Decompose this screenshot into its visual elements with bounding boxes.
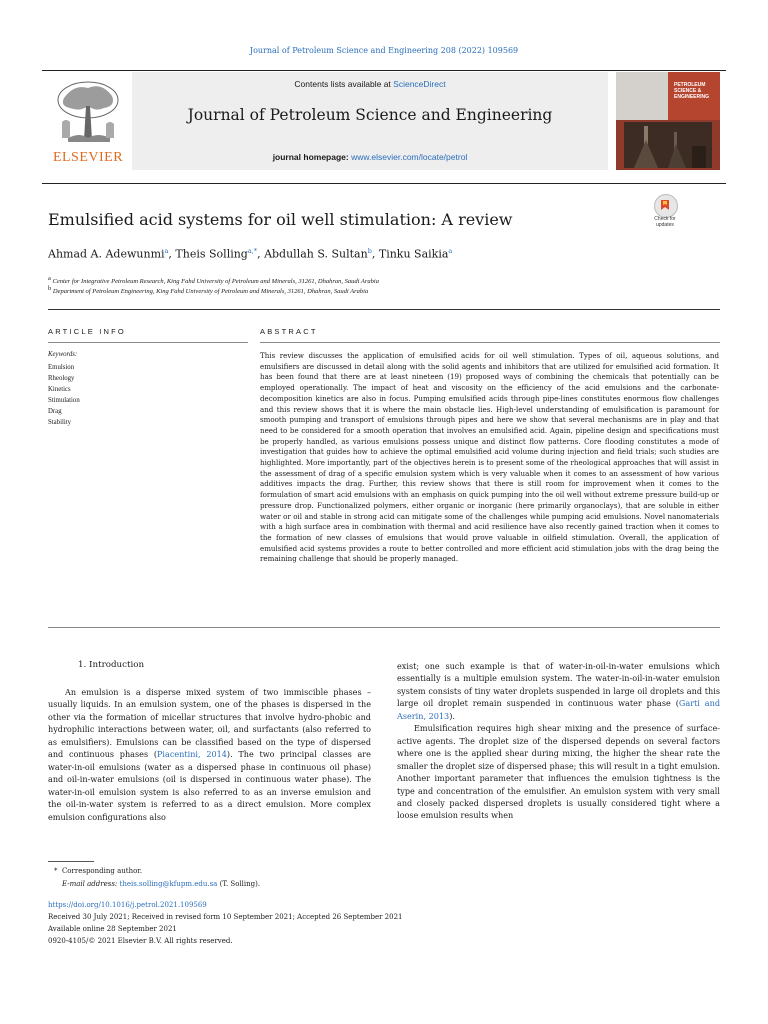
contents-availability-line <box>132 79 608 89</box>
keyword: Drag <box>48 408 62 415</box>
cover-title: PETROLEUM SCIENCE & ENGINEERING <box>674 82 710 100</box>
check-for-updates-badge[interactable] <box>646 194 684 234</box>
corresponding-author-note <box>54 866 142 877</box>
abstract-text: This review discusses the application of emulsified acids for oil well stimulation. Types of oil, aqueous solutions, and emulsifiers are discussed in detail along with the solid agents and inhibitors that are utilized for emulsified acid formation. It has been found that there are at least nineteen (19) proposed ways of combining the chemicals that potentially can be employed operationally. The impact of heat and viscosity on the efficiency of the acid emulsions and the carbonate-decomposition kinetics are also in focus. Pumping emulsified acids through pipe-lines constitutes enormous flow challenges and this review shows that it is where the main obstacle lies. High-level understanding of emulsification is paramount for smooth pumping and transport of emulsions through pipes and here we show that several mechanisms are in play and that need to be considered for a smooth operation that involves an emulsified acid. Again, pipeline design and specifications must be properly handled, as various emulsions possess unique and distinct flow patterns. Core flooding constitutes a mode of investigation that guides how to achieve the optimal emulsified acid volume during injection and field trials; such studies are highlighted. More importantly, part of the objectives herein is to present some of the rheological approaches that will assist in the assessment of drag of a specific emulsion system which is very valuable when it comes to an assessment of how various additives impacts the drag. Further, this review shows that there is still room for improvement when it comes to the formulation of smart acid emulsions with an emphasis on quick pumping into the oil well without extreme pressure build-up or pressure drop. Functionalized polymers, either organic or inorganic (here primarily organoclays), that are soluble in either water or oil and stable in strong acid can mitigate some of the challenges while pumping acid emulsions. Novel nanomaterials with a high surface area in combination with thermal and acid resilience have also recently gained traction when it comes to the formation of new classes of emulsions that would prove valuable in oilfield stimulation. Overall, the application of emulsified acid systems provides a route to better controlled and more efficient acid stimulation jobs with the drag being the remaining challenge that should be properly managed. <box>260 351 719 564</box>
author-affiliation-mark[interactable]: b <box>367 247 372 255</box>
divider <box>260 342 720 343</box>
body-paragraph <box>48 686 371 823</box>
citation-link[interactable]: Piacentini, 2014 <box>156 749 227 760</box>
received-dates: Received 30 July 2021; Received in revised form 10 September 2021; Accepted 26 September 2021 <box>48 913 403 921</box>
keyword-list <box>48 362 80 428</box>
body-paragraph <box>397 660 720 722</box>
paragraph-text: An emulsion is a disperse mixed system of two immiscible phases – usually liquids. In an emulsion system, one of the phases is dispersed in the other via the formation of micellar structures that involve hydro-phobic and hydrophilic interactions between water, oil, and surfactants (also referred to as emulsifiers). Emulsions can be classified based on the type of dispersed and continuous phases ( <box>48 687 371 760</box>
check-updates-icon <box>654 194 678 218</box>
keyword: Stimulation <box>48 397 80 404</box>
paragraph-text: ). The two principal classes are water-in-oil emulsions (water as a dispersed phase in continuous oil phase) and oil-in-water emulsions (oil is dispersed in continuous water phase). The water-in-oil emulsion system is also referred to as an inverse emulsion and the oil-in-water system is referred to as a direct emulsion. More complex emulsion configurations also <box>48 749 371 822</box>
author-affiliation-mark[interactable]: a <box>448 247 453 255</box>
elsevier-wordmark: ELSEVIER <box>52 150 124 165</box>
affiliation <box>48 275 379 285</box>
affiliation-mark: a <box>48 275 51 282</box>
email-link[interactable]: theis.solling@kfupm.edu.sa <box>119 880 218 888</box>
body-column-right <box>397 660 720 822</box>
keyword: Kinetics <box>48 386 71 393</box>
body-paragraph: Emulsification requires high shear mixing and the presence of surface-active agents. The droplet size of the dispersed depends on several factors where one is the applied shear during mixing, the higher the shear rate the smaller the droplet size of dispersed phase; this will result in a tight emulsion. Another important parameter that influences the emulsion tightness is the type and concentration of the emulsifier. An emulsion system with very small and closely packed dispersed droplets is usually considered tight where a loose emulsion results when <box>397 723 720 821</box>
keywords-label: Keywords: <box>48 351 78 358</box>
divider <box>48 342 248 343</box>
footnote-divider <box>48 861 94 862</box>
body-column-left <box>48 686 371 823</box>
keyword: Stability <box>48 419 72 426</box>
divider <box>48 627 720 628</box>
available-online-date: Available online 28 September 2021 <box>48 925 177 933</box>
journal-homepage-line <box>132 152 608 162</box>
author-list: Ahmad A. Adewunmi$^a$, Theis Solling$^{a,*}$, Abdullah S. Sultan$^b$, Tinku Saikia$^a$ <box>48 247 453 261</box>
email-suffix: (T. Solling). <box>217 880 261 888</box>
author-affiliation-mark[interactable]: a <box>164 247 169 255</box>
cover-image <box>624 122 712 168</box>
check-updates-label: Check for updates <box>654 216 676 228</box>
email-label: E-mail address: <box>62 880 120 888</box>
journal-citation-link[interactable]: Journal of Petroleum Science and Engineering 208 (2022) 109569 <box>249 46 519 55</box>
affiliation-text: Center for Integrative Petroleum Research, King Fahd University of Petroleum and Minerals, 31261, Dhahran, Saudi Arabia <box>52 278 379 286</box>
keyword: Emulsion <box>48 364 75 371</box>
journal-cover-thumbnail[interactable] <box>616 72 720 170</box>
abstract-heading: ABSTRACT <box>260 327 318 336</box>
homepage-label: journal homepage: <box>272 152 352 162</box>
homepage-link[interactable]: www.elsevier.com/locate/petrol <box>351 152 468 162</box>
author-name[interactable]: Ahmad A. Adewunmi <box>48 247 165 261</box>
affiliation-text: Department of Petroleum Engineering, King Fahd University of Petroleum and Minerals, 31261, Dhahran, Saudi Arabia <box>52 288 369 296</box>
divider <box>48 309 720 310</box>
journal-name: Journal of Petroleum Science and Engineering <box>187 106 553 124</box>
author-name[interactable]: Abdullah S. Sultan <box>264 247 368 261</box>
author-name[interactable]: Tinku Saikia <box>378 247 449 261</box>
sciencedirect-link[interactable]: ScienceDirect <box>393 79 446 89</box>
citation-link[interactable]: Garti and Aserin, 2013 <box>397 698 720 721</box>
author-name[interactable]: Theis Solling <box>175 247 248 261</box>
paragraph-text: ). <box>449 710 455 721</box>
corresponding-text: Corresponding author. <box>61 867 143 875</box>
cover-side-panel <box>616 72 668 120</box>
article-title: Emulsified acid systems for oil well stimulation: A review <box>48 210 513 229</box>
email-note <box>62 879 260 890</box>
contents-prefix: Contents lists available at <box>294 79 394 89</box>
paragraph-text: exist; one such example is that of water-in-oil-in-water emulsions which essentially is a multiple emulsion system. The water-in-oil-in-water emulsion system consists of tiny water droplets suspended in large oil droplets and this large oil droplet remain suspended in continuous water phase ( <box>397 661 720 709</box>
affiliation-mark: b <box>48 285 52 292</box>
corresponding-mark: * <box>54 867 58 875</box>
section-heading-introduction: 1. Introduction <box>78 660 145 670</box>
author-affiliation-mark[interactable]: a,* <box>247 247 258 255</box>
doi-link[interactable]: https://doi.org/10.1016/j.petrol.2021.109569 <box>48 901 207 909</box>
affiliation <box>48 285 368 295</box>
copyright-line: 0920-4105/© 2021 Elsevier B.V. All rights reserved. <box>48 937 233 945</box>
article-info-heading: ARTICLE INFO <box>48 327 126 336</box>
keyword: Rheology <box>48 375 75 382</box>
